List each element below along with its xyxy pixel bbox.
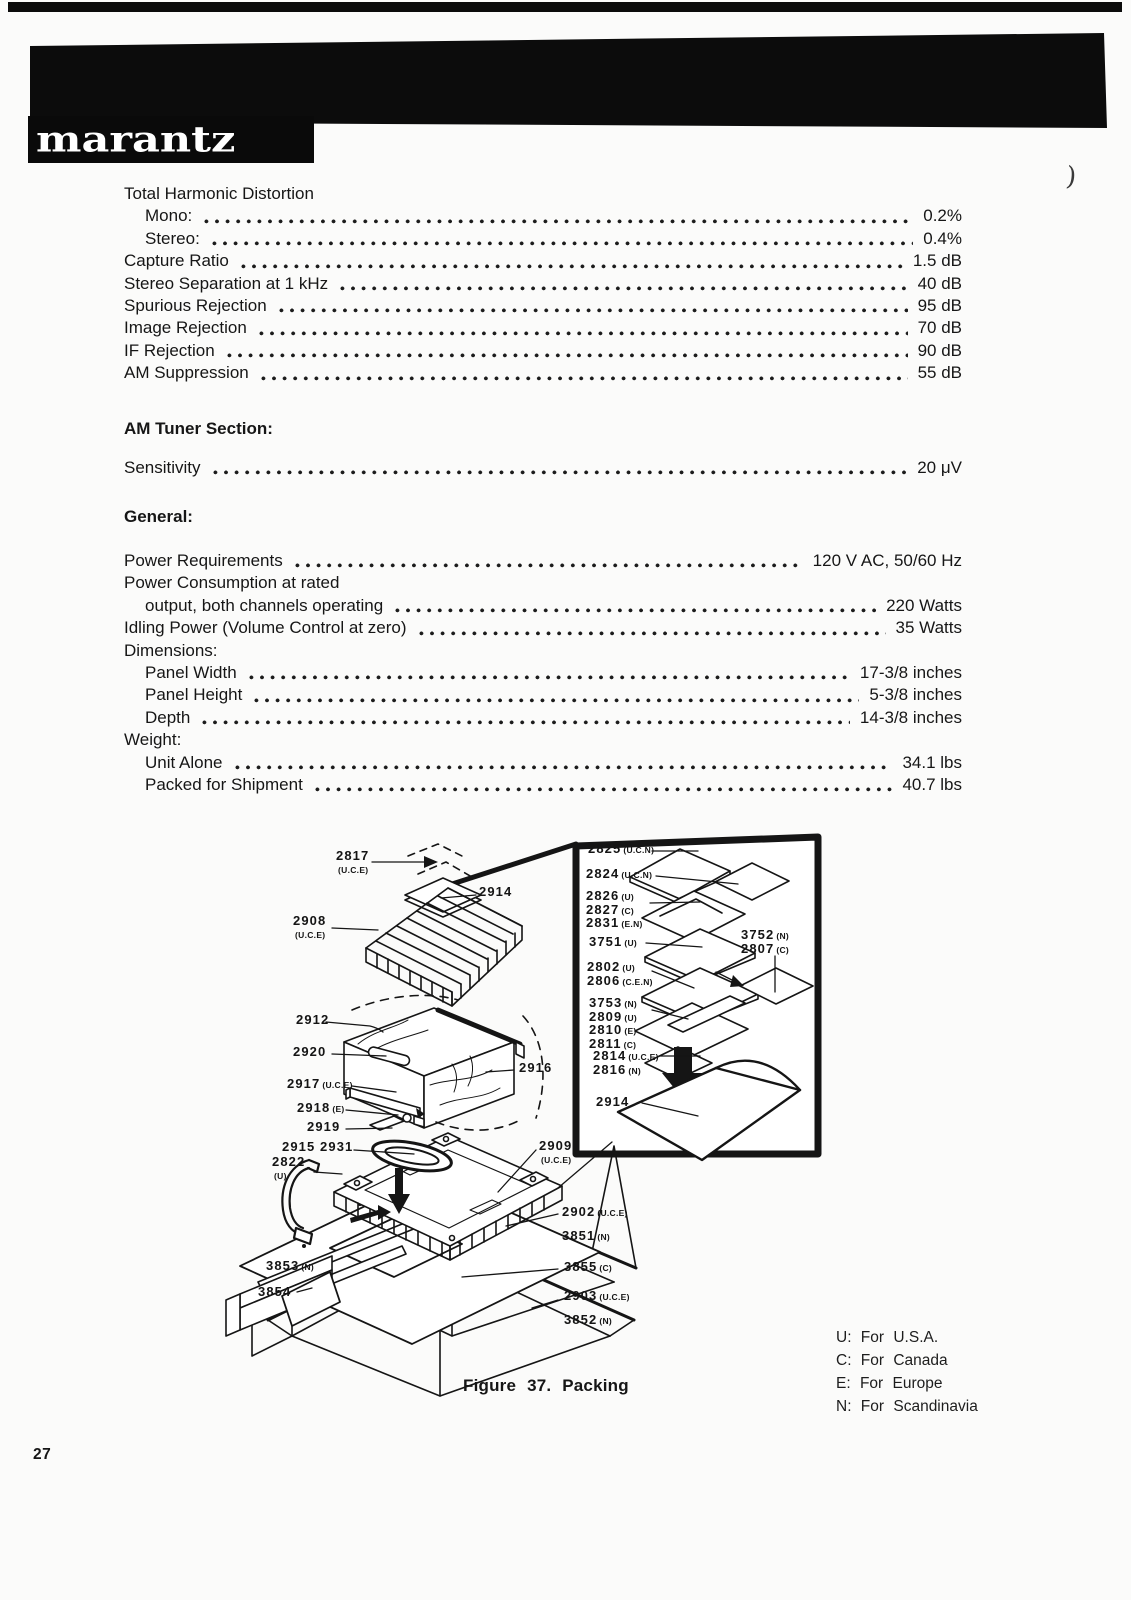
spec-label: IF Rejection (124, 340, 215, 360)
spec-label: Mono: (145, 206, 193, 226)
spec-value: 17-3/8 inches (859, 662, 962, 682)
part-label: 2814 (U.C.E) 2816 (N) (593, 1048, 659, 1077)
spec-label: Panel Height (145, 685, 243, 705)
part-label: 3752 (N) 2807 (C) (741, 927, 790, 956)
spec-value: 90 dB (917, 340, 962, 360)
part-label: 2918 (E) (297, 1100, 345, 1115)
spec-label: Sensitivity (124, 458, 201, 478)
spec-value: 0.2% (923, 206, 962, 226)
legend-line: C: For Canada (836, 1352, 948, 1369)
part-label: 2909 (U.C.E) (539, 1138, 573, 1165)
spec-label: Image Rejection (124, 318, 247, 338)
spec-row (124, 205, 962, 227)
part-label: 2824 (U.C.N) (586, 866, 653, 881)
part-label: 2915 2931 (282, 1139, 354, 1154)
dotted-leader (213, 470, 908, 475)
spec-row (124, 729, 962, 751)
part-label: 3753 (N) 2809 (U) 2810 (E) 2811 (C) (589, 995, 638, 1051)
spec-label: AM Tuner Section: (124, 418, 273, 438)
spec-label: Total Harmonic Distortion (124, 184, 314, 203)
part-label: 3751 (U) (589, 934, 638, 949)
plastic-bag-dashes (408, 844, 472, 877)
spec-row (124, 550, 962, 572)
spec-value: 220 Watts (886, 595, 962, 615)
spec-list (124, 183, 962, 796)
spec-label: Idling Power (Volume Control at zero) (124, 618, 407, 638)
part-label: 2917 (U.C.E) (287, 1076, 353, 1091)
spec-row (124, 617, 962, 639)
part-label: 2912 (296, 1012, 330, 1027)
spec-label: Weight: (124, 730, 182, 750)
spec-row (124, 362, 962, 384)
spec-label: Packed for Shipment (145, 774, 303, 794)
spec-label: Unit Alone (145, 752, 223, 772)
spec-row (124, 640, 962, 662)
spec-label: General: (124, 507, 193, 527)
spec-value: 95 dB (917, 296, 962, 316)
spec-label: Spurious Rejection (124, 296, 267, 316)
dotted-leader (254, 698, 859, 703)
spec-row (124, 228, 962, 250)
part-label: 3855 (C) (564, 1259, 613, 1274)
part-label: 2920 (293, 1044, 327, 1059)
spec-value: 70 dB (917, 318, 962, 338)
part-label: 2908 (U.C.E) (293, 913, 327, 940)
spec-value: 1.5 dB (912, 251, 962, 271)
dotted-leader (202, 720, 850, 725)
part-label: 2919 (307, 1119, 341, 1134)
part-label: 2916 (519, 1060, 553, 1075)
spec-value: 55 dB (917, 363, 962, 383)
dotted-leader (279, 308, 908, 313)
spec-label: Power Consumption at rated (124, 573, 340, 593)
spec-value: 35 Watts (895, 618, 962, 638)
spec-label: Stereo: (145, 228, 200, 248)
spec-row (124, 506, 962, 528)
spec-row (124, 273, 962, 295)
part-label: 2802 (U) 2806 (C.E.N) (587, 959, 653, 988)
spec-row (124, 250, 962, 272)
spec-row (124, 684, 962, 706)
figure-caption: Figure 37. Packing (463, 1376, 629, 1395)
spec-row (124, 317, 962, 339)
part-label: 3854 (258, 1284, 292, 1299)
part-label: 2817 (U.C.E) (336, 848, 370, 875)
dotted-leader (241, 264, 903, 269)
spec-row (124, 418, 962, 440)
dotted-leader (249, 675, 850, 680)
spec-row (124, 295, 962, 317)
spec-label: Depth (145, 707, 191, 727)
dotted-leader (395, 608, 876, 613)
spec-row (124, 457, 962, 479)
part-label: 2903 (U.C.E) (564, 1288, 630, 1303)
scan-mark: ) (1064, 161, 1078, 193)
dotted-leader (259, 331, 908, 336)
dotted-leader (340, 286, 907, 291)
legend-line: N: For Scandinavia (836, 1398, 978, 1415)
spec-value: 20 μV (917, 458, 962, 478)
spec-value: 120 V AC, 50/60 Hz (812, 550, 962, 570)
dotted-leader (261, 376, 908, 381)
spec-row (124, 752, 962, 774)
part-label: 2826 (U) 2827 (C) 2831 (E.N) (586, 888, 643, 930)
brand-logo-box (28, 116, 314, 163)
part-label: 2822 (U) (272, 1154, 306, 1181)
spec-label: Dimensions: (124, 640, 218, 660)
spec-row (124, 707, 962, 729)
spec-label: output, both channels operating (145, 595, 384, 615)
spec-value: 5-3/8 inches (869, 685, 962, 705)
dotted-leader (212, 241, 913, 246)
part-label: 2914 (596, 1094, 630, 1109)
spec-value: 40 dB (917, 273, 962, 293)
spec-label: AM Suppression (124, 363, 249, 383)
part-label: 3853 (N) (266, 1258, 315, 1273)
brand-logo: marantz (36, 119, 236, 160)
part-label: 2825 (U.C.N) (588, 841, 655, 856)
spec-row (124, 340, 962, 362)
legend (836, 1326, 978, 1418)
dotted-leader (315, 787, 893, 792)
page-number: 27 (33, 1446, 52, 1463)
spec-value: 14-3/8 inches (859, 707, 962, 727)
spec-row (124, 662, 962, 684)
dotted-leader (227, 353, 908, 358)
legend-line: U: For U.S.A. (836, 1329, 939, 1346)
part-label: 3851 (N) (562, 1228, 611, 1243)
dotted-leader (204, 219, 913, 224)
spec-value: 34.1 lbs (902, 752, 962, 772)
spec-row (124, 183, 962, 205)
header-band-shape (30, 33, 1107, 128)
spec-label: Panel Width (145, 662, 237, 682)
dotted-leader (419, 631, 886, 636)
inset-callout-line (446, 844, 576, 886)
spec-label: Power Requirements (124, 550, 283, 570)
spec-row (124, 595, 962, 617)
spec-label: Capture Ratio (124, 251, 229, 271)
spec-row (124, 572, 962, 594)
spec-label: Stereo Separation at 1 kHz (124, 273, 329, 293)
dotted-leader (295, 563, 803, 568)
spec-value: 40.7 lbs (902, 774, 962, 794)
dotted-leader (235, 765, 893, 770)
spec-row (124, 774, 962, 796)
spec-value: 0.4% (923, 228, 962, 248)
part-label: 3852 (N) (564, 1312, 613, 1327)
legend-line: E: For Europe (836, 1375, 943, 1392)
part-label: 2914 (479, 884, 513, 899)
part-label: 2902 (U.C.E) (562, 1204, 628, 1219)
